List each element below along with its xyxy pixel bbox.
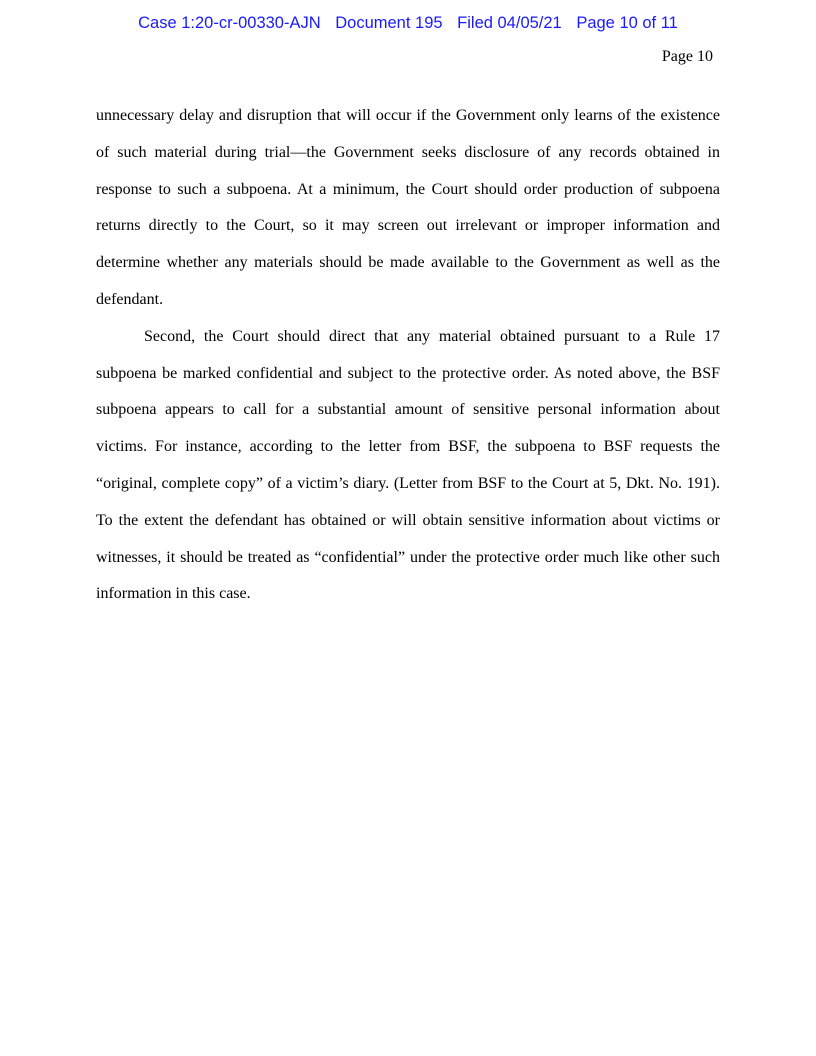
document-body (96, 98, 720, 613)
ecf-page-count: Page 10 of 11 (576, 14, 678, 32)
page-number: Page 10 (661, 48, 713, 65)
case-number: Case 1:20-cr-00330-AJN (138, 14, 321, 32)
ecf-case-header (0, 14, 816, 33)
filed-date: Filed 04/05/21 (457, 14, 562, 32)
paragraph-continuation: unnecessary delay and disruption that will occur if the Government only learns of the existence of such material during trial—the Government seeks disclosure of any records obtained in response to such a subpoena. At a minimum, the Court should order production of subpoena returns directly to the Court, so it may screen out irrelevant or improper information and determine whether any materials should be made available to the Government as well as the defendant. (96, 107, 720, 308)
paragraph-second: Second, the Court should direct that any material obtained pursuant to a Rule 17 subpoena be marked confidential and subject to the protective order. As noted above, the BSF subpoena appears to call for a substantial amount of sensitive personal information about victims. For instance, according to the letter from BSF, the subpoena to BSF requests the “original, complete copy” of a victim’s diary. (Letter from BSF to the Court at 5, Dkt. No. 191). To the extent the defendant has obtained or will obtain sensitive information about victims or witnesses, it should be treated as “confidential” under the protective order much like other such information in this case. (96, 327, 720, 603)
document-number: Document 195 (335, 14, 443, 32)
